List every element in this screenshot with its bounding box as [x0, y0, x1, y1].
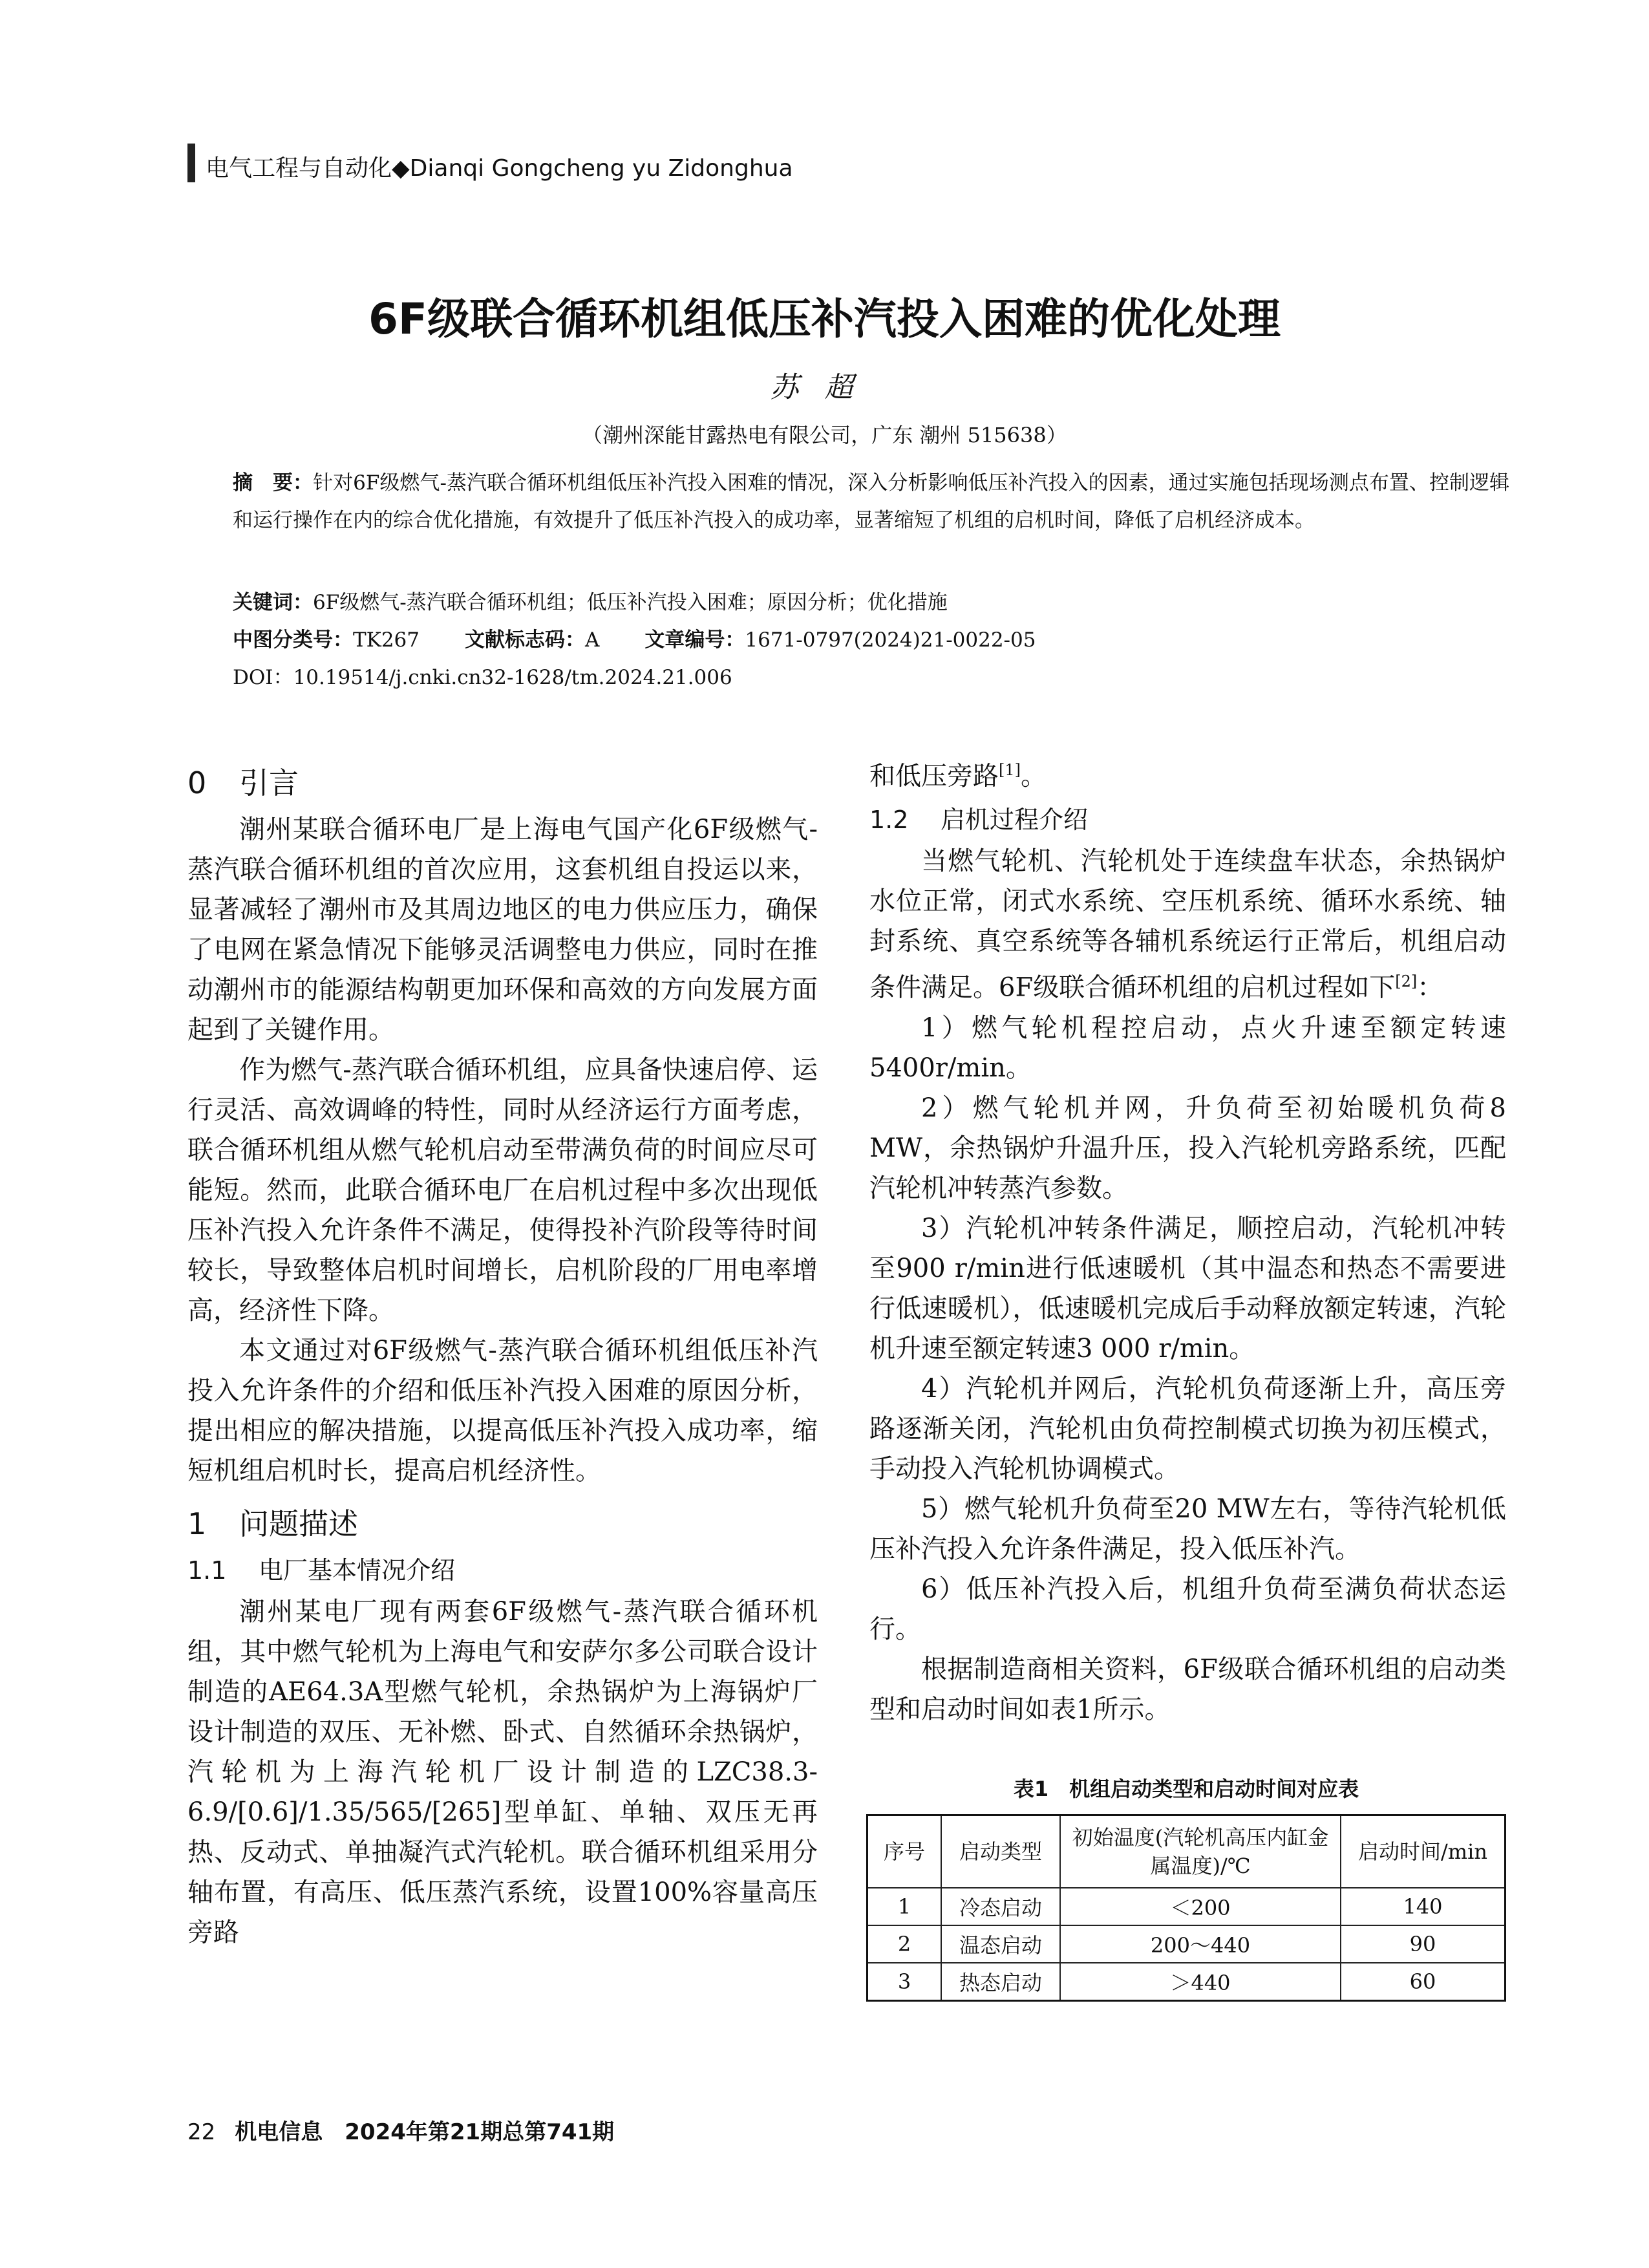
punctuation: 。	[1021, 761, 1047, 791]
subsection-title: 启机过程介绍	[941, 806, 1089, 835]
abstract-label: 摘 要：	[233, 471, 314, 495]
article-no-value: 1671-0797(2024)21-0022-05	[745, 628, 1036, 652]
table-header-cell: 初始温度(汽轮机高压内缸金属温度)/℃	[1060, 1815, 1341, 1888]
doi: DOI：10.19514/j.cnki.cn32-1628/tm.2024.21.006	[233, 666, 732, 689]
page-footer	[187, 2114, 614, 2146]
keywords-text: 6F级燃气-蒸汽联合循环机组；低压补汽投入困难；原因分析；优化措施	[313, 591, 948, 614]
table-cell: 温态启动	[941, 1925, 1060, 1963]
clc-label: 中图分类号：	[233, 628, 353, 652]
subsection-title: 电厂基本情况介绍	[259, 1556, 456, 1585]
table-row	[867, 1888, 1505, 1925]
paragraph: 本文通过对6F级燃气-蒸汽联合循环机组低压补汽投入允许条件的介绍和低压补汽投入困难的原因分析，提出相应的解决措施，以提高低压补汽投入成功率，缩短机组启机时长，提高启机经济性。	[187, 1336, 818, 1486]
table-cell: 60	[1341, 1963, 1505, 2001]
table-cell: 2	[867, 1925, 942, 1963]
paragraph-text: 和低压旁路	[869, 761, 999, 791]
table-header-cell: 启动时间/min	[1341, 1815, 1505, 1888]
doc-code-label: 文献标志码：	[465, 628, 586, 652]
table-row	[867, 1925, 1505, 1963]
punctuation: ：	[1417, 972, 1443, 1003]
section-number: 0	[187, 765, 207, 800]
journal-issue: 机电信息 2024年第21期总第741期	[235, 2119, 615, 2145]
section-title: 引言	[239, 765, 299, 800]
right-column	[869, 750, 1506, 1729]
table-cell: 热态启动	[941, 1963, 1060, 2001]
table-cell: 1	[867, 1888, 942, 1925]
section-number: 1	[187, 1506, 207, 1541]
doc-code-value: A	[585, 628, 600, 652]
page-number: 22	[187, 2119, 216, 2145]
article-no-label: 文章编号：	[644, 628, 745, 652]
paragraph-text: 当燃气轮机、汽轮机处于连续盘车状态，余热锅炉水位正常，闭式水系统、空压机系统、循环水系统、轴封系统、真空系统等各辅机系统运行正常后，机组启动条件满足。6F级联合循环机组的启机过程如下	[869, 846, 1506, 1003]
paper-title: 6F级联合循环机组低压补汽投入困难的优化处理	[368, 294, 1281, 344]
table-row	[867, 1963, 1505, 2001]
table-cell: 3	[867, 1963, 942, 2001]
section-title: 问题描述	[239, 1506, 358, 1541]
section-heading	[187, 1504, 818, 1544]
keywords-label: 关键词：	[233, 591, 313, 614]
startup-table	[866, 1814, 1506, 2002]
header-bar	[187, 144, 195, 182]
affiliation: （潮州深能甘露热电有限公司，广东 潮州 515638）	[582, 423, 1067, 447]
classification-line	[233, 623, 1036, 652]
subsection-number: 1.1	[187, 1556, 227, 1585]
citation: [1]	[999, 761, 1021, 779]
table-cell: 140	[1341, 1888, 1505, 1925]
citation: [2]	[1395, 972, 1418, 991]
table-cell: 90	[1341, 1925, 1505, 1963]
abstract	[233, 464, 1509, 539]
section-heading	[187, 763, 818, 803]
table-cell: ＞440	[1060, 1963, 1341, 2001]
clc-value: TK267	[353, 628, 420, 652]
table-header-cell: 序号	[867, 1815, 942, 1888]
list-item: 2）燃气轮机并网，升负荷至初始暖机负荷8 MW，余热锅炉升温升压，投入汽轮机旁路系统，匹配汽轮机冲转蒸汽参数。	[869, 1093, 1506, 1203]
list-item: 4）汽轮机并网后，汽轮机负荷逐渐上升，高压旁路逐渐关闭，汽轮机由负荷控制模式切换为初压模式，手动投入汽轮机协调模式。	[869, 1373, 1506, 1484]
paragraph: 潮州某联合循环电厂是上海电气国产化6F级燃气-蒸汽联合循环机组的首次应用，这套机组自投运以来，显著减轻了潮州市及其周边地区的电力供应压力，确保了电网在紧急情况下能够灵活调整电力供应，同时在推动潮州市的能源结构朝更加环保和高效的方向发展方面起到了关键作用。	[187, 815, 818, 1045]
keywords	[233, 586, 948, 615]
table-header-cell: 启动类型	[941, 1815, 1060, 1888]
table-cell: 冷态启动	[941, 1888, 1060, 1925]
list-item: 6）低压补汽投入后，机组升负荷至满负荷状态运行。	[869, 1574, 1506, 1644]
paragraph: 根据制造商相关资料，6F级联合循环机组的启动类型和启动时间如表1所示。	[869, 1654, 1506, 1724]
subsection-number: 1.2	[869, 806, 909, 835]
list-item: 5）燃气轮机升负荷至20 MW左右，等待汽轮机低压补汽投入允许条件满足，投入低压补汽。	[869, 1493, 1506, 1564]
author: 苏超	[770, 371, 879, 404]
subsection-heading	[187, 1550, 818, 1590]
list-item: 3）汽轮机冲转条件满足，顺控启动，汽轮机冲转至900 r/min进行低速暖机（其中温态和热态不需要进行低速暖机），低速暖机完成后手动释放额定转速，汽轮机升速至额定转速3 000 r/min。	[869, 1213, 1506, 1364]
paragraph: 潮州某电厂现有两套6F级燃气-蒸汽联合循环机组，其中燃气轮机为上海电气和安萨尔多公司联合设计制造的AE64.3A型燃气轮机，余热锅炉为上海锅炉厂设计制造的双压、无补燃、卧式、自然循环余热锅炉，汽轮机为上海汽轮机厂设计制造的LZC38.3-6.9/[0.6]/1.35/565/[265]型单缸、单轴、双压无再热、反动式、单抽凝汽式汽轮机。联合循环机组采用分轴布置，有高压、低压蒸汽系统，设置100%容量高压旁路	[187, 1597, 818, 1947]
paragraph	[869, 750, 1506, 796]
table-cell: 200～440	[1060, 1925, 1341, 1963]
abstract-text: 针对6F级燃气-蒸汽联合循环机组低压补汽投入困难的情况，深入分析影响低压补汽投入的因素，通过实施包括现场测点布置、控制逻辑和运行操作在内的综合优化措施，有效提升了低压补汽投入的成功率，显著缩短了机组的启机时间，降低了启机经济成本。	[233, 471, 1510, 532]
table-header-row	[867, 1815, 1505, 1888]
paragraph: 作为燃气-蒸汽联合循环机组，应具备快速启停、运行灵活、高效调峰的特性，同时从经济运行方面考虑，联合循环机组从燃气轮机启动至带满负荷的时间应尽可能短。然而，此联合循环电厂在启机过程中多次出现低压补汽投入允许条件不满足，使得投补汽阶段等待时间较长，导致整体启机时间增长，启机阶段的厂用电率增高，经济性下降。	[187, 1055, 818, 1325]
left-column	[187, 750, 818, 1952]
table-caption: 表1 机组启动类型和启动时间对应表	[1013, 1777, 1359, 1801]
running-header: 电气工程与自动化◆Dianqi Gongcheng yu Zidonghua	[206, 155, 793, 182]
list-item: 1）燃气轮机程控启动，点火升速至额定转速5400r/min。	[869, 1012, 1506, 1083]
subsection-heading	[869, 800, 1506, 840]
paragraph	[869, 841, 1506, 1007]
table-cell: ＜200	[1060, 1888, 1341, 1925]
